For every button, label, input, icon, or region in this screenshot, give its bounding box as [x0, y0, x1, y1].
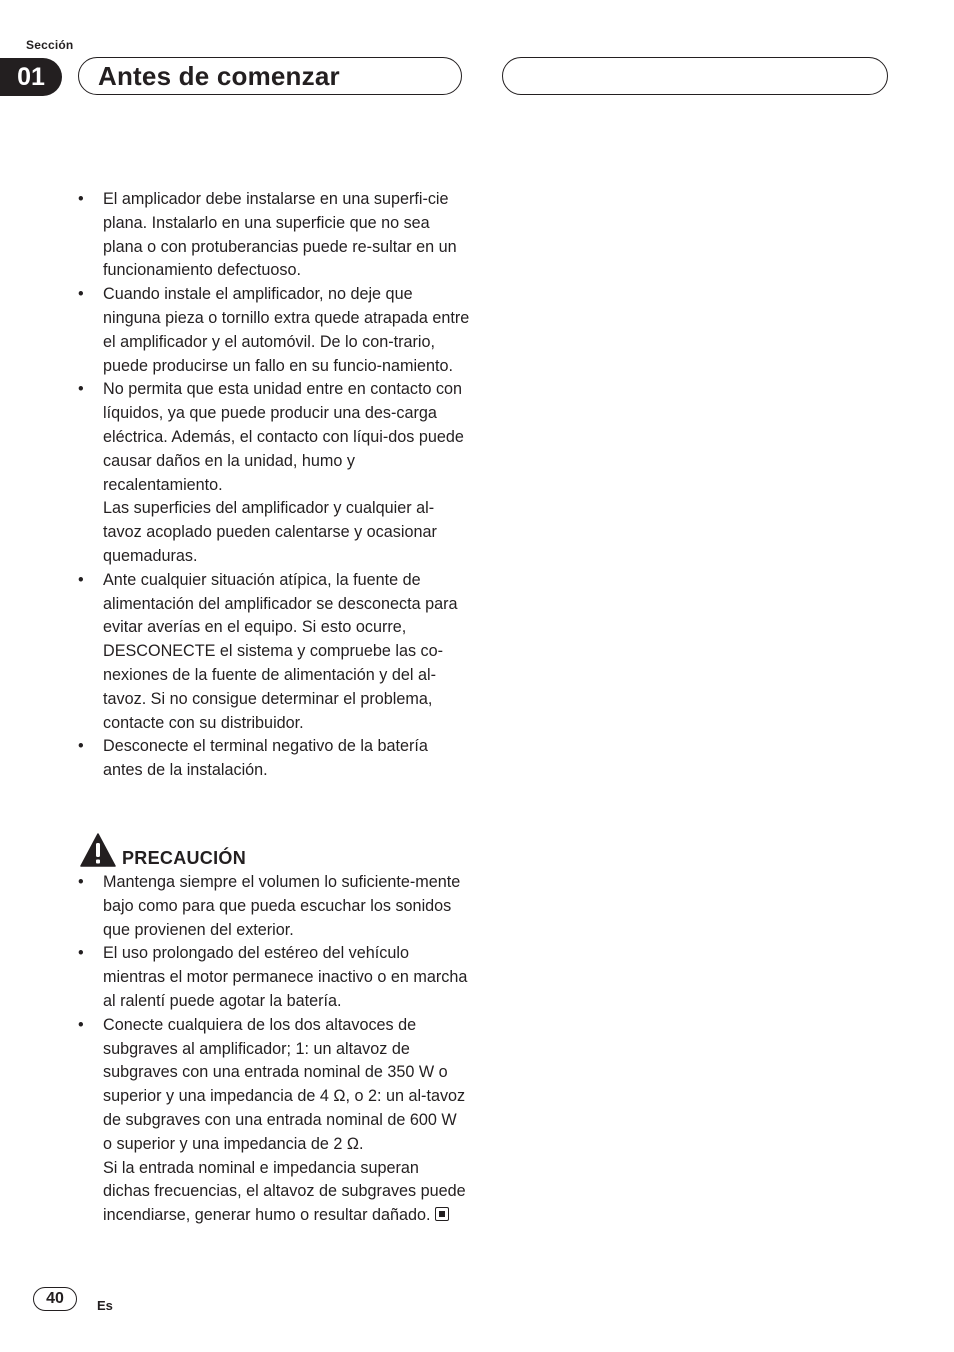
bullet-icon: • [78, 873, 84, 891]
bullet-icon: • [78, 570, 84, 589]
list-item [78, 378, 470, 568]
bullet-icon: • [78, 1015, 84, 1034]
page-title: Antes de comenzar [98, 60, 340, 91]
list-item-text: Conecte cualquiera de los dos altavoces de subgraves al amplificador; 1: un altavoz de subgraves con una entrada nominal de 350 W o superior y una impedancia de 4 Ω, o 2: un al-tavoz de subgraves con una entrada nominal de 600 W o superior y una impedancia de 2 Ω. [103, 1015, 466, 1153]
list-item [78, 735, 470, 783]
main-list [78, 188, 470, 783]
bullet-icon: • [78, 285, 84, 304]
bullet-icon: • [78, 737, 84, 756]
list-item-text: El amplicador debe instalarse en una superfi-cie plana. Instalarlo en una superficie que no sea plana o con protuberancias puede re-sultar en un funcionamiento defectuoso. [103, 190, 457, 280]
caution-list [78, 871, 470, 1228]
warning-triangle-icon [80, 833, 116, 867]
list-item-note: Las superficies del amplificador y cualquier al-tavoz acoplado pueden calentarse y ocasionar quemaduras. [103, 499, 437, 565]
bullet-icon: • [78, 380, 84, 399]
list-item-text: Desconecte el terminal negativo de la batería antes de la instalación. [103, 737, 428, 780]
section-number-tab: 01 [0, 58, 62, 96]
list-item [78, 942, 470, 1013]
page-number: 40 [33, 1287, 77, 1311]
list-item-text: Ante cualquier situación atípica, la fuente de alimentación del amplificador se desconecta para evitar averías en el equipo. Si esto ocurre, DESCONECTE el sistema y compruebe las co-nexiones de la fuente de alimentación y del al-tavoz. Si no consigue determinar el problema, contacte con su distribuidor. [103, 570, 458, 732]
end-of-section-icon [435, 1207, 449, 1221]
language-code: Es [97, 1298, 113, 1313]
list-item-text: No permita que esta unidad entre en contacto con líquidos, ya que puede producir una des-carga eléctrica. Además, el contacto con líqui-dos puede causar daños en la unidad, humo y recalentamiento. [103, 380, 464, 494]
caution-title: PRECAUCIÓN [122, 848, 247, 868]
section-label: Sección [26, 38, 74, 52]
list-item-note: Si la entrada nominal e impedancia superan dichas frecuencias, el altavoz de subgraves puede incendiarse, generar humo o resultar dañado. [103, 1158, 466, 1225]
list-item [78, 1014, 470, 1228]
empty-header-box [502, 57, 888, 95]
list-item [78, 569, 470, 736]
title-box [78, 57, 462, 95]
list-item-text: Mantenga siempre el volumen lo suficiente-mente bajo como para que pueda escuchar los sonidos que provienen del exterior. [103, 873, 461, 939]
list-item-text: El uso prolongado del estéreo del vehículo mientras el motor permanece inactivo o en marcha al ralentí puede agotar la batería. [103, 944, 468, 1010]
list-item [78, 283, 470, 378]
list-item [78, 188, 470, 283]
bullet-icon: • [78, 190, 84, 208]
bullet-icon: • [78, 944, 84, 963]
list-item-text: Cuando instale el amplificador, no deje que ninguna pieza o tornillo extra quede atrapada entre el amplificador y el automóvil. De lo con-trario, puede producirse un fallo en su funcio-namiento. [103, 285, 470, 375]
caution-heading [80, 831, 246, 867]
list-item [78, 871, 470, 942]
